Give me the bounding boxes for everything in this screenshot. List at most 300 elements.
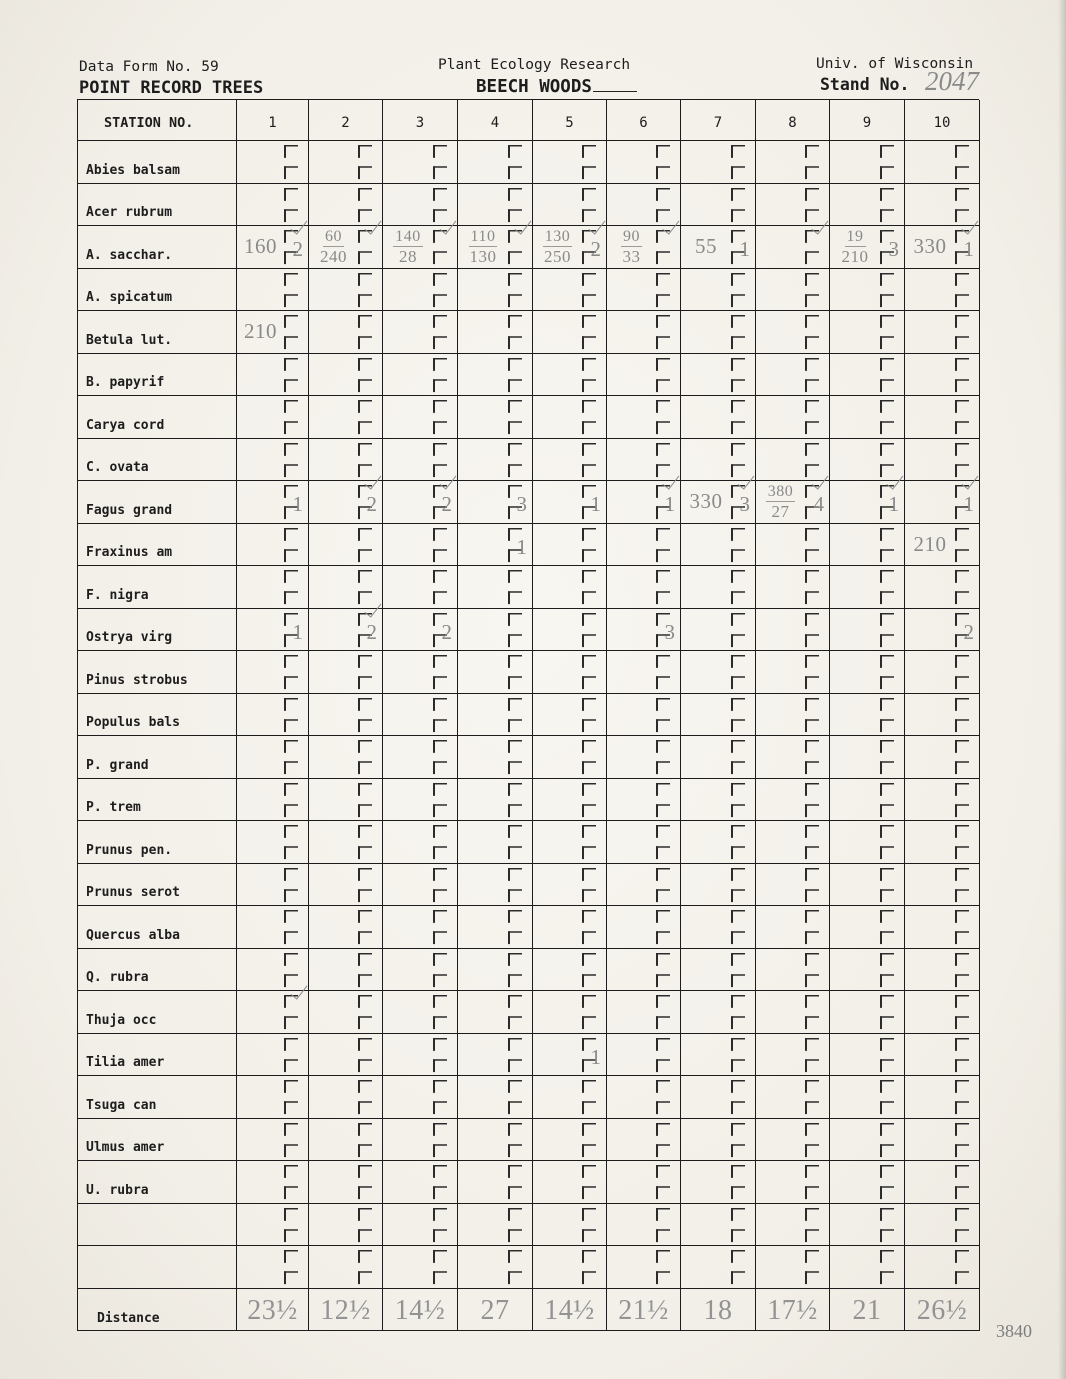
- tally-count-column: [284, 1034, 308, 1076]
- tally-main-entry: [533, 524, 582, 566]
- tally-cell: [383, 226, 458, 269]
- species-name: Betula lut.: [86, 332, 173, 348]
- tally-count-column: [582, 481, 606, 523]
- tally-cell: [756, 1161, 830, 1204]
- tally-count-column: [433, 651, 457, 693]
- tally-count-column: [656, 1034, 680, 1076]
- tally-cell: [533, 269, 607, 312]
- tally-main-entry: [681, 821, 731, 863]
- tally-count-column: [433, 864, 457, 906]
- tally-count-column: [955, 1119, 979, 1161]
- species-name: Acer rubrum: [86, 205, 173, 220]
- tally-main-entry: [830, 354, 880, 396]
- species-row-label: [78, 269, 237, 312]
- tally-cell: [830, 736, 905, 779]
- tally-count-column: [731, 609, 755, 651]
- tally-count-column: [656, 1246, 680, 1288]
- tally-count-column: [731, 1076, 755, 1118]
- species-name: Ostrya virg: [86, 630, 173, 645]
- tally-cell: [237, 609, 309, 652]
- tally-cell: [756, 481, 830, 524]
- tally-main-entry: [607, 1119, 656, 1161]
- tally-main-entry: [458, 864, 508, 906]
- tally-cell: [309, 779, 383, 822]
- tally-count-column: [508, 481, 532, 523]
- tally-count-column: [358, 524, 382, 566]
- tally-count-column: [284, 566, 308, 608]
- tally-count-column: [880, 1076, 904, 1118]
- tally-cell: [458, 141, 533, 184]
- tally-cell: [905, 1246, 980, 1289]
- tally-main-entry: [533, 1204, 582, 1246]
- tally-cell: [383, 609, 458, 652]
- tally-cell: [681, 481, 756, 524]
- tally-cell: [830, 524, 905, 567]
- tally-count-column: [508, 311, 532, 353]
- tally-main-entry: [237, 481, 284, 523]
- tally-main-entry: [681, 1204, 731, 1246]
- tally-main-entry: [905, 311, 955, 353]
- tally-cell: [905, 1119, 980, 1162]
- tally-cell: [458, 779, 533, 822]
- tally-cell: [383, 821, 458, 864]
- tally-main-entry: [533, 269, 582, 311]
- tally-cell: [681, 1076, 756, 1119]
- tally-cell: [458, 524, 533, 567]
- tally-main-entry: [309, 141, 358, 183]
- stand-label: Stand No.: [820, 75, 910, 94]
- tally-count-column: [955, 481, 979, 523]
- tally-main-entry: [309, 439, 358, 481]
- tally-main-entry: [905, 1246, 955, 1288]
- species-row-label: [78, 991, 237, 1034]
- tally-main-entry: [681, 779, 731, 821]
- tally-cell: [533, 779, 607, 822]
- tally-main-entry: [309, 1076, 358, 1118]
- tally-count-column: [731, 651, 755, 693]
- tally-count-column: [880, 141, 904, 183]
- tally-count-column: [731, 736, 755, 778]
- tally-main-entry: [309, 779, 358, 821]
- tally-cell: [383, 396, 458, 439]
- tally-main-entry: [756, 396, 805, 438]
- tally-count-column: [955, 906, 979, 948]
- tally-count-column: [880, 566, 904, 608]
- tally-main-entry: [905, 1076, 955, 1118]
- tally-main-entry: [607, 524, 656, 566]
- tally-cell: [607, 311, 681, 354]
- tally-main-entry: [607, 141, 656, 183]
- species-name: Carya cord: [86, 417, 165, 433]
- tally-cell: [237, 1204, 309, 1247]
- tally-count-column: [880, 821, 904, 863]
- tally-cell: [309, 736, 383, 779]
- tally-main-entry: [607, 651, 656, 693]
- tally-cell: [607, 779, 681, 822]
- tally-count-column: [508, 226, 532, 268]
- tally-main-entry: [756, 481, 805, 523]
- tally-main-entry: [383, 1119, 433, 1161]
- tally-count-column: [880, 1246, 904, 1288]
- tally-cell: [756, 524, 830, 567]
- tally-main-entry: [756, 694, 805, 736]
- tally-cell: [383, 1119, 458, 1162]
- tally-count-column: [433, 311, 457, 353]
- tally-cell: [905, 269, 980, 312]
- tally-count-column: [805, 779, 829, 821]
- tally-main-entry: [830, 524, 880, 566]
- tally-main-entry: [533, 609, 582, 651]
- tally-count-column: [358, 694, 382, 736]
- tally-main-entry: [309, 184, 358, 226]
- station-header-cell: [78, 100, 237, 141]
- tally-count-column: [656, 694, 680, 736]
- tally-count-column: [582, 566, 606, 608]
- species-name: C. ovata: [86, 460, 149, 475]
- tally-count-column: [880, 226, 904, 268]
- tally-main-entry: [756, 1204, 805, 1246]
- tally-count-column: [433, 524, 457, 566]
- tally-count-column: [731, 949, 755, 991]
- tally-main-entry: [681, 481, 731, 523]
- tally-main-entry: [309, 1161, 358, 1203]
- tally-main-entry: [309, 481, 358, 523]
- tally-cell: [756, 1034, 830, 1077]
- tally-cell: [533, 1246, 607, 1289]
- tally-cell: [830, 651, 905, 694]
- tally-main-entry: [905, 1034, 955, 1076]
- tally-count-column: [284, 821, 308, 863]
- tally-cell: [830, 311, 905, 354]
- tally-cell: [756, 311, 830, 354]
- tally-main-entry: [237, 439, 284, 481]
- tally-main-entry: [237, 609, 284, 651]
- tally-count-column: [880, 1161, 904, 1203]
- tally-cell: [756, 1204, 830, 1247]
- species-row-label: [78, 184, 237, 227]
- tally-count-column: [955, 736, 979, 778]
- species-row-label: [78, 226, 237, 269]
- tally-main-entry: [681, 184, 731, 226]
- tally-count-column: [582, 1161, 606, 1203]
- station-number-label: 5: [565, 114, 574, 131]
- tally-main-entry: [309, 1204, 358, 1246]
- tally-main-entry: [458, 949, 508, 991]
- tally-main-entry: [533, 354, 582, 396]
- tally-cell: [905, 1034, 980, 1077]
- tally-main-entry: [458, 1161, 508, 1203]
- tally-main-entry: [533, 311, 582, 353]
- station-number-cell-7: [681, 100, 756, 141]
- tally-count-column: [582, 779, 606, 821]
- handwritten-count: 1: [963, 492, 975, 517]
- tally-cell: [383, 524, 458, 567]
- tally-main-entry: [383, 311, 433, 353]
- handwritten-fraction: [842, 229, 869, 265]
- tally-cell: [383, 566, 458, 609]
- handwritten-count: 2: [441, 619, 453, 644]
- tally-main-entry: [309, 226, 358, 268]
- tally-count-column: [508, 141, 532, 183]
- tally-count-column: [358, 864, 382, 906]
- tally-main-entry: [533, 439, 582, 481]
- tally-count-column: [656, 1204, 680, 1246]
- form-number: Data Form No. 59: [79, 59, 219, 75]
- tally-count-column: [508, 1161, 532, 1203]
- tally-cell: [681, 864, 756, 907]
- tally-main-entry: [383, 779, 433, 821]
- tally-count-column: [656, 736, 680, 778]
- tally-main-entry: [830, 1076, 880, 1118]
- tally-count-column: [955, 1246, 979, 1288]
- tally-cell: [458, 354, 533, 397]
- tally-cell: [905, 141, 980, 184]
- species-row-label: [78, 354, 237, 397]
- tally-main-entry: [533, 864, 582, 906]
- handwritten-distance: 21: [852, 1295, 882, 1326]
- station-number-label: 1: [268, 114, 277, 131]
- tally-count-column: [508, 1246, 532, 1288]
- tally-cell: [237, 991, 309, 1034]
- tally-main-entry: [756, 524, 805, 566]
- tally-cell: [533, 226, 607, 269]
- station-number-label: 4: [490, 114, 500, 131]
- tally-cell: [830, 269, 905, 312]
- tally-cell: [830, 1076, 905, 1119]
- tally-main-entry: [756, 1034, 805, 1076]
- tally-count-column: [955, 1161, 979, 1203]
- tally-main-entry: [681, 736, 731, 778]
- tally-cell: [458, 694, 533, 737]
- tally-main-entry: [458, 439, 508, 481]
- tally-count-column: [433, 354, 457, 396]
- handwritten-count: 2: [963, 619, 975, 644]
- fraction-bottom: 250: [544, 246, 571, 266]
- tally-count-column: [805, 524, 829, 566]
- tally-count-column: [508, 821, 532, 863]
- tally-cell: [830, 481, 905, 524]
- tally-count-column: [656, 566, 680, 608]
- tally-cell: [681, 949, 756, 992]
- tally-main-entry: [830, 141, 880, 183]
- tally-cell: [237, 481, 309, 524]
- tally-cell: [458, 1034, 533, 1077]
- tally-cell: [681, 651, 756, 694]
- tally-count-column: [582, 1119, 606, 1161]
- tally-main-entry: [237, 949, 284, 991]
- tally-cell: [905, 821, 980, 864]
- tally-count-column: [358, 1161, 382, 1203]
- tally-main-entry: [383, 1204, 433, 1246]
- tally-count-column: [805, 354, 829, 396]
- tally-main-entry: [309, 311, 358, 353]
- tally-cell: [607, 524, 681, 567]
- tally-main-entry: [681, 991, 731, 1033]
- handwritten-distance: 23½: [247, 1295, 298, 1326]
- species-name: A. spicatum: [86, 290, 173, 305]
- tally-main-entry: [383, 651, 433, 693]
- tally-cell: [830, 1119, 905, 1162]
- tally-main-entry: [458, 1246, 508, 1288]
- tally-cell: [309, 1119, 383, 1162]
- tally-main-entry: [237, 736, 284, 778]
- tally-cell: [830, 566, 905, 609]
- tally-count-column: [731, 226, 755, 268]
- station-number-label: 9: [862, 114, 872, 131]
- tally-main-entry: [458, 566, 508, 608]
- fraction-top: 380: [767, 482, 794, 500]
- tally-cell: [681, 524, 756, 567]
- fraction-bottom: 33: [622, 246, 641, 266]
- tally-main-entry: [237, 864, 284, 906]
- tally-cell: [607, 1034, 681, 1077]
- handwritten-fraction: [469, 229, 498, 265]
- tally-count-column: [433, 1119, 457, 1161]
- tally-count-column: [656, 311, 680, 353]
- university-name: Univ. of Wisconsin: [816, 56, 974, 72]
- tally-count-column: [880, 651, 904, 693]
- tally-cell: [383, 1204, 458, 1247]
- species-name: Fraxinus am: [86, 545, 173, 560]
- tally-main-entry: [681, 864, 731, 906]
- tally-main-entry: [905, 141, 955, 183]
- tally-count-column: [805, 311, 829, 353]
- tally-cell: [309, 1076, 383, 1119]
- tally-count-column: [582, 311, 606, 353]
- tally-main-entry: [830, 1119, 880, 1161]
- tally-count-column: [731, 354, 755, 396]
- tally-count-column: [284, 779, 308, 821]
- tally-main-entry: [383, 991, 433, 1033]
- tally-count-column: [731, 1246, 755, 1288]
- tally-count-column: [582, 396, 606, 438]
- tally-main-entry: [681, 311, 731, 353]
- tally-count-column: [508, 439, 532, 481]
- tally-cell: [458, 439, 533, 482]
- tally-cell: [607, 609, 681, 652]
- tally-cell: [756, 396, 830, 439]
- tally-count-column: [656, 141, 680, 183]
- tally-main-entry: [681, 609, 731, 651]
- tally-cell: [309, 1034, 383, 1077]
- tally-main-entry: [458, 736, 508, 778]
- species-row-label: [78, 779, 237, 822]
- tally-cell: [237, 524, 309, 567]
- tally-cell: [607, 354, 681, 397]
- tally-count-column: [731, 821, 755, 863]
- handwritten-count: 3: [739, 492, 751, 517]
- tally-cell: [681, 311, 756, 354]
- tally-cell: [905, 226, 980, 269]
- handwritten-count: 4: [813, 492, 825, 517]
- tally-main-entry: [681, 1161, 731, 1203]
- tally-count-column: [880, 906, 904, 948]
- tally-count-column: [880, 524, 904, 566]
- tally-count-column: [955, 524, 979, 566]
- species-row-label: [78, 524, 237, 567]
- tally-count-column: [582, 354, 606, 396]
- tally-cell: [237, 269, 309, 312]
- tally-cell: [905, 736, 980, 779]
- fraction-top: 140: [395, 227, 421, 245]
- handwritten-count: 1: [292, 619, 304, 644]
- handwritten-value: 55: [695, 234, 717, 259]
- tally-main-entry: [383, 481, 433, 523]
- tally-count-column: [955, 566, 979, 608]
- tally-main-entry: [681, 1246, 731, 1288]
- tally-main-entry: [681, 906, 731, 948]
- tally-count-column: [433, 906, 457, 948]
- fraction-top: 130: [544, 227, 571, 245]
- tally-cell: [309, 269, 383, 312]
- tally-cell: [905, 779, 980, 822]
- tally-main-entry: [458, 1204, 508, 1246]
- tally-cell: [237, 396, 309, 439]
- handwritten-distance: 21½: [618, 1295, 669, 1326]
- species-name: Tilia amer: [86, 1055, 165, 1070]
- tally-count-column: [358, 779, 382, 821]
- tally-cell: [237, 1119, 309, 1162]
- tally-cell: [905, 991, 980, 1034]
- tally-main-entry: [237, 354, 284, 396]
- species-name: Pinus strobus: [86, 672, 188, 688]
- tally-main-entry: [905, 566, 955, 608]
- tally-count-column: [955, 354, 979, 396]
- tally-main-entry: [830, 821, 880, 863]
- tally-cell: [607, 269, 681, 312]
- tally-cell: [830, 991, 905, 1034]
- station-number-label: 6: [639, 114, 648, 131]
- tally-cell: [309, 141, 383, 184]
- tally-count-column: [284, 269, 308, 311]
- tally-count-column: [508, 949, 532, 991]
- tally-cell: [458, 1161, 533, 1204]
- tally-cell: [681, 906, 756, 949]
- tally-cell: [607, 481, 681, 524]
- tally-count-column: [358, 1246, 382, 1288]
- station-number-cell-3: [383, 100, 458, 141]
- handwritten-distance: 12½: [320, 1295, 371, 1326]
- tally-cell: [905, 396, 980, 439]
- tally-cell: [756, 1119, 830, 1162]
- tally-main-entry: [237, 694, 284, 736]
- tally-count-column: [880, 396, 904, 438]
- tally-main-entry: [905, 184, 955, 226]
- tally-cell: [533, 949, 607, 992]
- tally-cell: [756, 1246, 830, 1289]
- tally-main-entry: [607, 1246, 656, 1288]
- tally-main-entry: [309, 949, 358, 991]
- stand-number-handwritten: 2047: [925, 66, 979, 96]
- tally-cell: [756, 141, 830, 184]
- tally-count-column: [582, 269, 606, 311]
- tally-count-column: [731, 1034, 755, 1076]
- tally-cell: [309, 226, 383, 269]
- tally-count-column: [731, 906, 755, 948]
- tally-main-entry: [830, 651, 880, 693]
- tally-cell: [830, 1161, 905, 1204]
- tally-cell: [237, 821, 309, 864]
- tally-count-column: [731, 396, 755, 438]
- species-name: Prunus serot: [86, 885, 180, 900]
- species-row-label: [78, 821, 237, 864]
- handwritten-distance: 14½: [544, 1295, 595, 1326]
- tally-cell: [830, 906, 905, 949]
- tally-main-entry: [607, 736, 656, 778]
- tally-count-column: [508, 651, 532, 693]
- species-row-label: [78, 736, 237, 779]
- species-row-label: [78, 864, 237, 907]
